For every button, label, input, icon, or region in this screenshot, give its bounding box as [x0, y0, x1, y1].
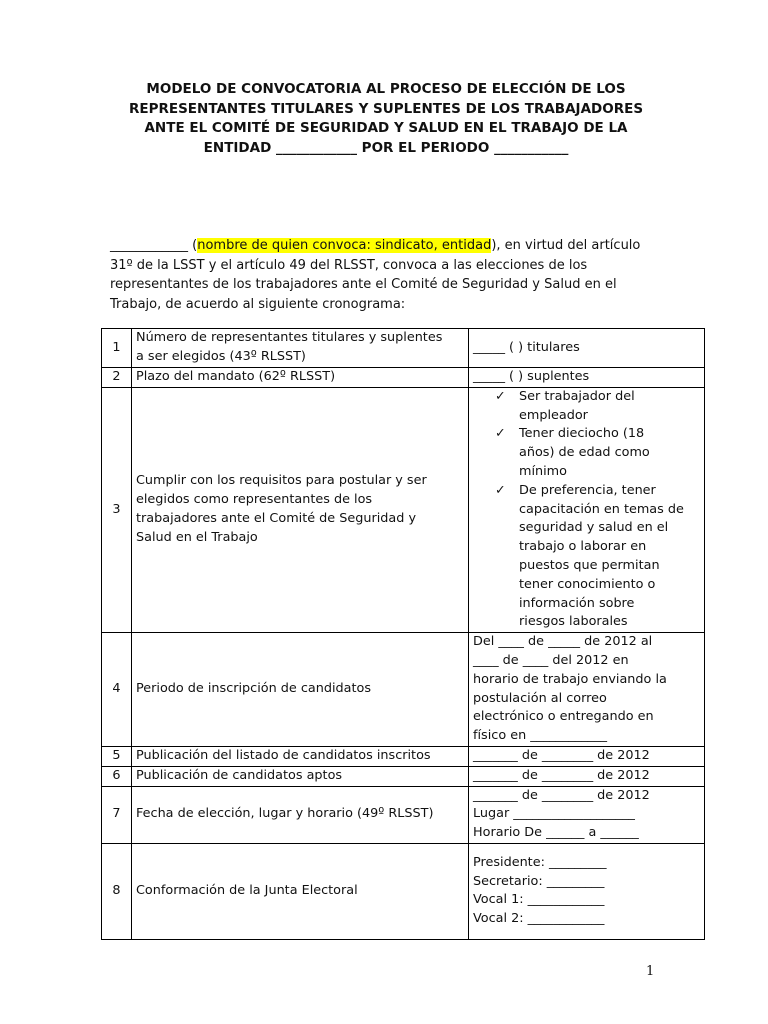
table-row — [102, 786, 705, 843]
table-row — [102, 766, 705, 786]
checklist-line: capacitación en temas de — [519, 501, 684, 517]
description-line: Salud en el Trabajo — [136, 529, 258, 545]
row-number: 4 — [102, 633, 132, 747]
row-description — [132, 746, 469, 766]
checkmark-icon: ✓ — [495, 388, 506, 404]
schedule-table — [101, 328, 705, 940]
row-response — [469, 766, 705, 786]
row-response — [469, 746, 705, 766]
row-description — [132, 329, 469, 368]
row-response — [469, 633, 705, 747]
intro-line: 31º de la LSST y el artículo 49 del RLSST, convoca a las elecciones de los — [110, 257, 588, 273]
description-line: Número de representantes titulares y suplentes — [136, 330, 443, 346]
response-line: Horario De ______ a ______ — [473, 825, 639, 841]
checklist-item — [473, 482, 700, 632]
page-number: 1 — [646, 964, 655, 979]
checklist-line: puestos que permitan — [519, 557, 660, 573]
table-row — [102, 843, 705, 939]
row-description — [132, 766, 469, 786]
description-line: elegidos como representantes de los — [136, 492, 373, 508]
row-description — [132, 387, 469, 632]
response-line: _______ de ________ de 2012 — [473, 787, 650, 803]
response-line: Lugar ___________________ — [473, 806, 635, 822]
checklist-item — [473, 425, 700, 481]
response-line: Presidente: _________ — [473, 854, 607, 870]
table-row — [102, 746, 705, 766]
title-line: ENTIDAD ____________ POR EL PERIODO ___________ — [203, 139, 569, 156]
intro-paragraph — [110, 236, 670, 314]
checklist-line: trabajo o laborar en — [519, 539, 647, 555]
checklist-line: años) de edad como — [519, 445, 650, 461]
row-response — [469, 368, 705, 388]
row-response — [469, 843, 705, 939]
table-row — [102, 633, 705, 747]
description-line: Conformación de la Junta Electoral — [136, 883, 358, 899]
response-line: Del ____ de _____ de 2012 al — [473, 634, 653, 650]
response-line: Vocal 2: ____________ — [473, 911, 605, 927]
intro-line: Trabajo, de acuerdo al siguiente cronograma: — [110, 296, 406, 312]
row-description — [132, 786, 469, 843]
title-line: MODELO DE CONVOCATORIA AL PROCESO DE ELECCIÓN DE LOS — [146, 81, 626, 97]
table-row — [102, 368, 705, 388]
description-line: Fecha de elección, lugar y horario (49º RLSST) — [136, 806, 434, 822]
title-line: ANTE EL COMITÉ DE SEGURIDAD Y SALUD EN EL TRABAJO DE LA — [144, 120, 628, 136]
intro-line — [110, 236, 670, 256]
response-line: _______ de ________ de 2012 — [473, 767, 650, 783]
checklist-line: Ser trabajador del — [519, 388, 635, 404]
checkmark-icon: ✓ — [495, 426, 506, 442]
row-response — [469, 786, 705, 843]
checklist-line: seguridad y salud en el — [519, 520, 669, 536]
checklist-line: mínimo — [519, 463, 567, 479]
response-line: electrónico o entregando en — [473, 709, 654, 725]
response-line: Secretario: _________ — [473, 873, 605, 889]
response-line: físico en ____________ — [473, 728, 608, 744]
checklist-line: empleador — [519, 407, 588, 423]
response-line: _______ de ________ de 2012 — [473, 747, 650, 763]
row-description — [132, 368, 469, 388]
response-line: horario de trabajo enviando la — [473, 671, 667, 687]
row-number: 5 — [102, 746, 132, 766]
convener-blank: ____________ ( — [110, 238, 198, 253]
intro-text: ), en virtud del artículo — [491, 238, 641, 253]
row-number: 2 — [102, 368, 132, 388]
row-response — [469, 329, 705, 368]
row-number: 7 — [102, 786, 132, 843]
response-line: _____ ( ) suplentes — [473, 369, 590, 384]
convener-highlight: nombre de quien convoca: sindicato, entidad — [197, 238, 492, 253]
checklist-line: tener conocimiento o — [519, 576, 656, 592]
checkmark-icon: ✓ — [495, 482, 506, 498]
description-line: Plazo del mandato (62º RLSST) — [136, 369, 336, 384]
row-number: 8 — [102, 843, 132, 939]
description-line: trabajadores ante el Comité de Seguridad y — [136, 510, 417, 526]
response-line: postulación al correo — [473, 690, 607, 706]
row-description — [132, 843, 469, 939]
description-line: Cumplir con los requisitos para postular y ser — [136, 473, 427, 489]
table-row — [102, 387, 705, 632]
checklist-line: riesgos laborales — [519, 614, 628, 630]
response-line: Vocal 1: ____________ — [473, 892, 605, 908]
title-line: REPRESENTANTES TITULARES Y SUPLENTES DE LOS TRABAJADORES — [128, 100, 644, 117]
row-description — [132, 633, 469, 747]
checklist-line: Tener dieciocho (18 — [519, 426, 645, 442]
checklist-line: información sobre — [519, 595, 635, 611]
row-number: 3 — [102, 387, 132, 632]
intro-line: representantes de los trabajadores ante el Comité de Seguridad y Salud en el — [110, 277, 617, 292]
table-row — [102, 329, 705, 368]
checklist-item — [473, 388, 700, 426]
description-line: Publicación del listado de candidatos inscritos — [136, 747, 431, 763]
description-line: Periodo de inscripción de candidatos — [136, 681, 371, 697]
response-line: _____ ( ) titulares — [473, 339, 580, 355]
requirements-checklist — [473, 388, 700, 632]
description-line: a ser elegidos (43º RLSST) — [136, 349, 306, 364]
row-number: 6 — [102, 766, 132, 786]
description-line: Publicación de candidatos aptos — [136, 767, 343, 783]
document-title — [80, 80, 692, 158]
checklist-line: De preferencia, tener — [519, 482, 656, 498]
response-line: ____ de ____ del 2012 en — [473, 652, 629, 668]
row-number: 1 — [102, 329, 132, 368]
row-response — [469, 387, 705, 632]
